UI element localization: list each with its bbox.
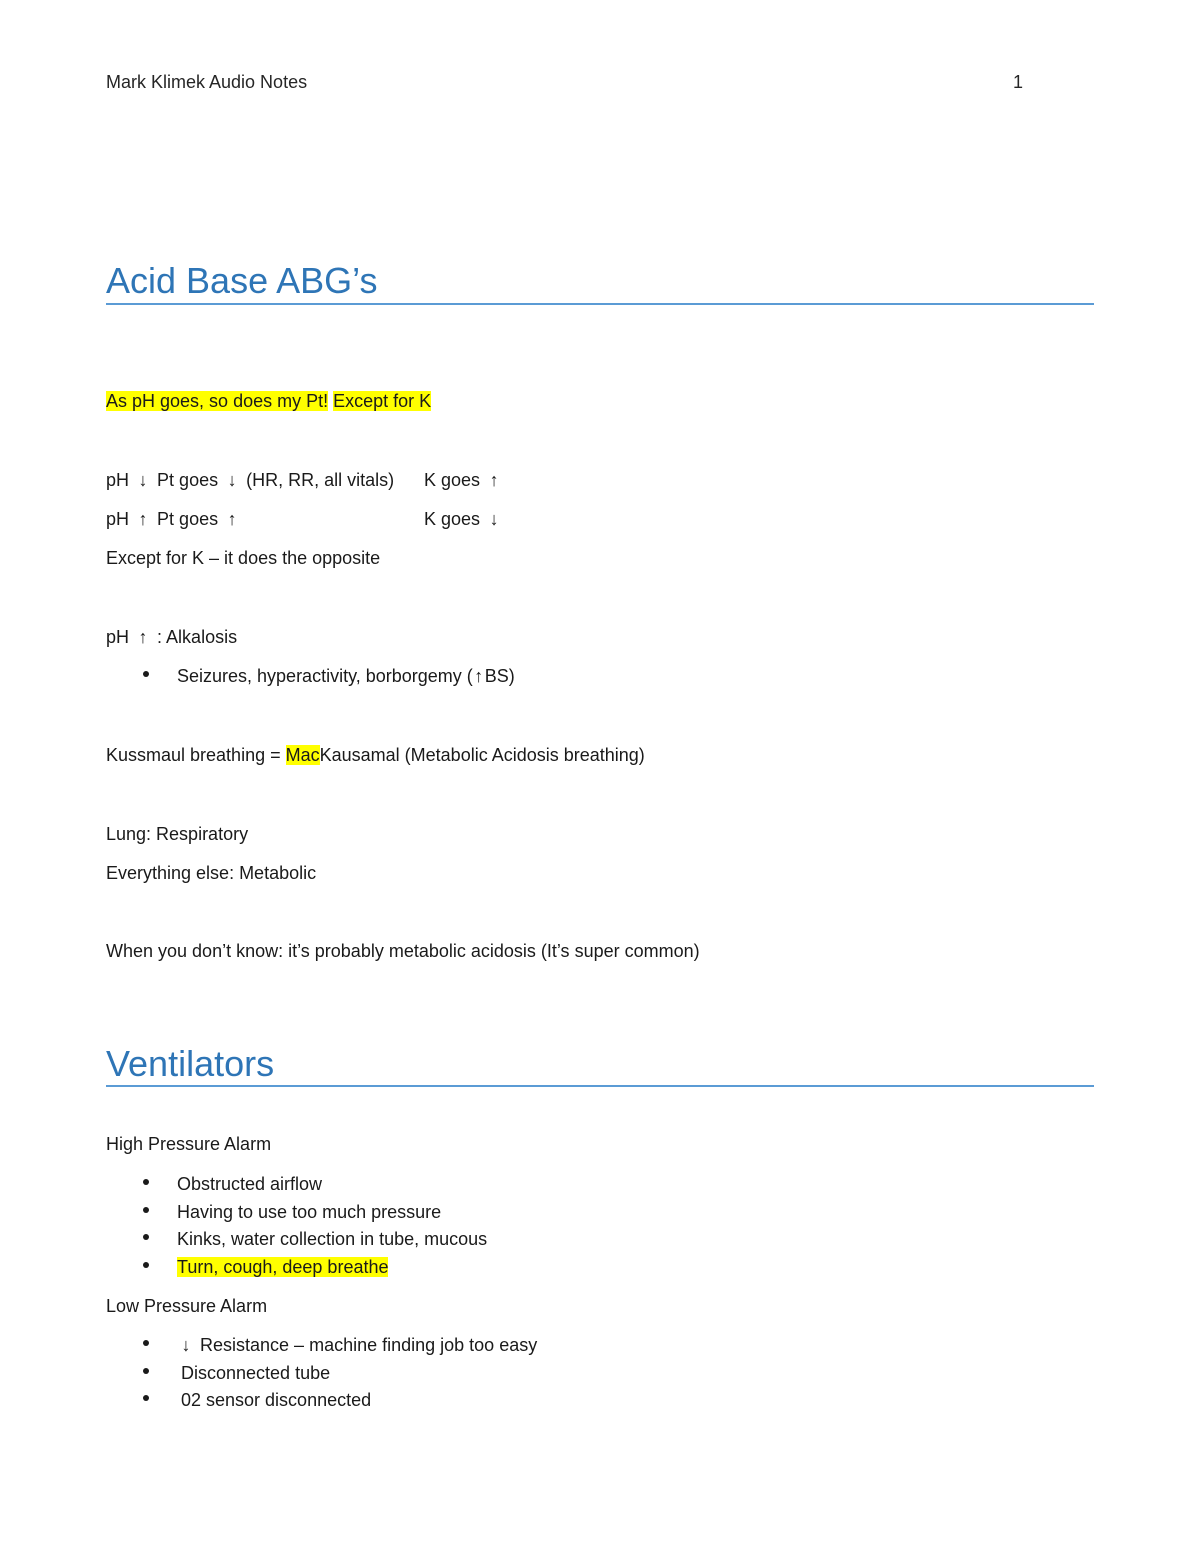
k-down-text: K goes ↓: [424, 508, 503, 530]
down-arrow-icon: ↓: [489, 509, 499, 529]
up-arrow-icon: ↑: [138, 509, 148, 529]
highlight-text: As pH goes, so does my Pt!: [106, 391, 329, 411]
heading-rule: [106, 1085, 1094, 1087]
down-arrow-icon: ↓: [227, 470, 237, 490]
ph-up-line: pH ↑ Pt goes ↑: [106, 508, 241, 530]
list-item: Having to use too much pressure: [177, 1202, 442, 1222]
highlight-text: Except for K: [333, 391, 432, 411]
bullet-icon: [143, 1368, 149, 1374]
heading-ventilators: Ventilators: [106, 1043, 275, 1084]
lung-text: Lung: Respiratory: [106, 824, 249, 844]
bullet-icon: [143, 671, 149, 677]
down-arrow-icon: ↓: [138, 470, 148, 490]
bullet-icon: [143, 1262, 149, 1268]
up-arrow-icon: ↑: [227, 509, 237, 529]
ph-down-line: pH ↓ Pt goes ↓ (HR, RR, all vitals): [106, 470, 395, 490]
heading-acid-base: Acid Base ABG’s: [106, 260, 378, 301]
when-you-dont-know-text: When you don’t know: it’s probably metabolic acidosis (It’s super common): [106, 941, 700, 961]
heading-rule: [106, 303, 1094, 305]
bullet-icon: [143, 1395, 149, 1401]
highlighted-rule: [106, 390, 431, 412]
kussmaul-line: Kussmaul breathing = MacKausamal (Metabolic Acidosis breathing): [106, 745, 645, 765]
up-arrow-icon: ↑: [489, 470, 499, 490]
alkalosis-bullet: Seizures, hyperactivity, borborgemy (↑BS): [177, 666, 515, 686]
highlight-text: Turn, cough, deep breathe: [177, 1257, 389, 1277]
everything-else-text: Everything else: Metabolic: [106, 863, 317, 883]
down-arrow-icon: ↓: [181, 1335, 191, 1355]
up-arrow-icon: ↑: [138, 627, 148, 647]
low-pressure-label: Low Pressure Alarm: [106, 1296, 268, 1316]
k-up-text: K goes ↑: [424, 469, 503, 491]
bullet-icon: [143, 1207, 149, 1213]
page-number: 1: [1013, 72, 1024, 92]
alkalosis-line: pH ↑ : Alkalosis: [106, 627, 238, 647]
list-item: Obstructed airflow: [177, 1174, 323, 1194]
list-item: Disconnected tube: [181, 1363, 331, 1383]
list-item: [177, 1256, 388, 1278]
list-item: Kinks, water collection in tube, mucous: [177, 1229, 488, 1249]
bullet-icon: [143, 1234, 149, 1240]
list-item: 02 sensor disconnected: [181, 1390, 372, 1410]
except-text: Except for K – it does the opposite: [106, 548, 381, 568]
bullet-icon: [143, 1179, 149, 1185]
list-item: ↓ Resistance – machine finding job too easy: [177, 1334, 537, 1356]
high-pressure-label: High Pressure Alarm: [106, 1134, 272, 1154]
bullet-icon: [143, 1340, 149, 1346]
header-title: Mark Klimek Audio Notes: [106, 72, 308, 92]
up-arrow-icon: ↑: [474, 666, 484, 686]
highlight-text: Mac: [285, 745, 320, 765]
